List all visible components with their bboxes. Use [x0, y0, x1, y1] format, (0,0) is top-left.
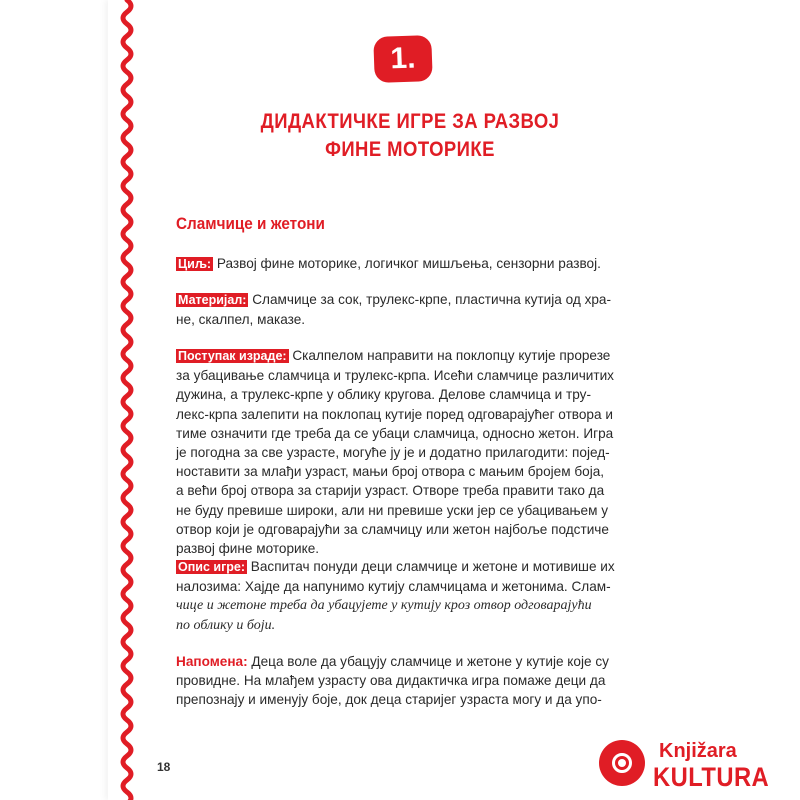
watermark-top-text: Knjižara [659, 740, 737, 762]
page-number: 18 [157, 760, 171, 774]
note-line: препознају и именују боје, док деца старијег узраста могу и да упо- [176, 692, 602, 708]
watermark-bottom-text: KULTURA [653, 762, 770, 792]
chapter-title [200, 108, 620, 164]
description-line: по облику и боји. [176, 617, 276, 633]
section-title: Сламчице и жетони [176, 214, 325, 233]
procedure-line: Скалпелом направити на поклопцу кутије прорезе [288, 348, 611, 363]
description-paragraph [176, 557, 640, 635]
procedure-line: за убацивање сламчица и трулекс-крпа. Исећи сламчице различитих [176, 368, 614, 384]
goal-text: Развој фине моторике, логичког мишљења, сензорни развој. [213, 256, 601, 271]
procedure-line: отвор који је одговарајући за сламчицу или жетон најбоље подстиче [176, 521, 609, 537]
procedure-line: не буду превише широки, али ни превише уски јер се убацивањем у [176, 502, 609, 518]
chapter-number-badge [373, 35, 433, 83]
note-label: Напомена: [176, 654, 248, 669]
procedure-paragraph [176, 346, 640, 558]
logo-circle-icon [599, 740, 645, 786]
note-paragraph [176, 652, 640, 710]
description-label: Опис игре: [178, 560, 246, 574]
procedure-line: а већи број отвора за старији узраст. Отворе треба правити тако да [176, 483, 605, 499]
description-line: Васпитач понуди деци сламчице и жетоне и мотивише их [247, 559, 615, 574]
note-line: провидне. На млађем узрасту ова дидактичка игра помаже деци да [176, 673, 606, 689]
procedure-line: је погодна за све узрасте, могуће ју је и додатно прилагодити: поjед- [176, 445, 610, 461]
decorative-red-wave [112, 0, 142, 800]
procedure-line: дужина, а трулекс-крпе у облику кругова. Делове сламчица и тру- [176, 387, 591, 403]
procedure-line: развој фине моторике. [176, 541, 320, 557]
description-line: чице и жетоне треба да убацујете у кутију кроз отвор одговарајући [176, 598, 592, 614]
goal-paragraph [176, 254, 640, 274]
description-line: налозима: Хајде да напунимо кутију сламчицама и жетонима. Слам- [176, 579, 611, 595]
procedure-line: лекс-крпа залепити на поклопац кутије поред одговарајућег отвора и [176, 406, 613, 422]
watermark-logo [597, 738, 797, 800]
procedure-line: ноставити за млађи узраст, мањи број отвора с мањим бројем боја, [176, 464, 605, 480]
material-label: Материјал: [178, 293, 247, 307]
material-line: не, скалпел, маказе. [176, 312, 306, 328]
chapter-number: 1. [389, 41, 417, 76]
goal-label: Циљ: [178, 257, 212, 271]
chapter-title-line-1: ДИДАКТИЧКЕ ИГРЕ ЗА РАЗВОЈ [260, 110, 560, 133]
material-line: Сламчице за сок, трулекс-крпе, пластична кутија од хра- [248, 292, 612, 307]
chapter-title-line-2: ФИНЕ МОТОРИКЕ [325, 138, 495, 161]
procedure-line: тиме означити где треба да се убаци сламчица, односно жетон. Игра [176, 425, 614, 441]
logo-dot-icon [618, 759, 626, 767]
material-paragraph [176, 290, 640, 329]
note-line: Деца воле да убацују сламчице и жетоне у кутије које су [247, 654, 609, 669]
procedure-label: Поступак израде: [178, 349, 287, 363]
